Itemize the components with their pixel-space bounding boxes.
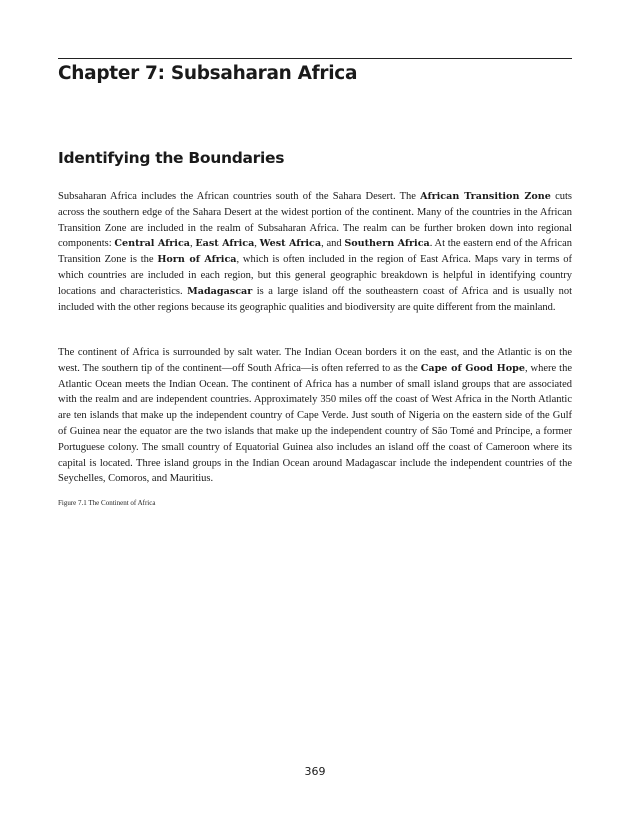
paragraph-text: Subsaharan Africa includes the African countries south of the Sahara Desert. The [58, 191, 421, 202]
paragraph-text: The continent of Africa is surrounded by salt water. The Indian Ocean borders it on the east, and the Atlantic is on the west. The southern tip of the continent—off South Africa—is often referred to as the [58, 347, 572, 374]
paragraph-text: , [254, 238, 260, 250]
term-cape-of-good-hope: Cape of Good Hope [420, 362, 525, 374]
paragraph-text: cuts across the southern edge of the Sahara Desert at the widest portion of the continent. Many of the countries in the African Transition Zone are included in the realm of Subsaharan Africa. The realm can be further broken down into regional components: [58, 191, 572, 250]
term-east-africa: East Africa [195, 238, 255, 250]
term-african-transition-zone: African Transition Zone [420, 191, 551, 202]
term-horn-of-africa: Horn of Africa [157, 254, 237, 266]
figure-caption: Figure 7.1 The Continent of Africa [58, 499, 156, 507]
paragraph-text: is a large island off the southeastern coast of Africa and is usually not included with the other regions because its geographic qualities and biodiversity are quite different from the mainland. [58, 285, 573, 313]
chapter-title: Chapter 7: Subsaharan Africa [58, 63, 358, 84]
term-central-africa: Central Africa [114, 238, 191, 250]
chapter-rule [58, 58, 572, 59]
paragraph-coastline [58, 345, 572, 487]
page-number: 369 [304, 765, 326, 778]
paragraph-text: , which is often included in the region of East Africa. Maps vary in terms of which countries are included in each region, but this general geographic breakdown is helpful in identifying country locations and characteristics. [58, 254, 572, 297]
paragraph-text: . At the eastern end of the African Transition Zone is the [58, 238, 572, 266]
term-west-africa: West Africa [259, 238, 322, 250]
term-southern-africa: Southern Africa [344, 238, 430, 250]
section-heading: Identifying the Boundaries [58, 149, 285, 167]
term-madagascar: Madagascar [187, 285, 253, 297]
paragraph-boundaries [58, 189, 572, 315]
paragraph-text: , [190, 238, 196, 250]
paragraph-text: , where the Atlantic Ocean meets the Indian Ocean. The continent of Africa has a number of small island groups that are associated with the realm and are independent countries. Approximately 350 miles off the coast of West Africa in the North Atlantic are ten islands that make up the independent country of Cape Verde. Just south of Nigeria on the eastern side of the Gulf of Guinea near the equator are the two islands that make up the independent country of São Tomé and Príncipe, a former Portuguese colony. The small country of Equatorial Guinea also includes an island off the coast of Cameroon where its capital is located. Three island groups in the Indian Ocean around Madagascar include the independent countries of the Seychelles, Comoros, and Mauritius. [58, 362, 573, 485]
paragraph-text: , and [321, 238, 345, 250]
